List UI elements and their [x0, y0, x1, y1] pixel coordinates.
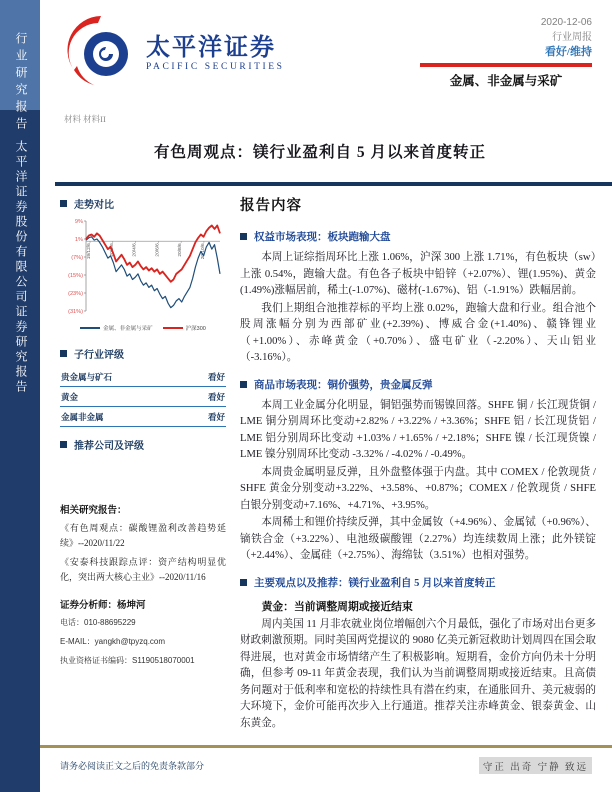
analyst-cert: 执业资格证书编码：S1190518070001 [60, 656, 195, 665]
svg-text:20/2/6: 20/2/6 [109, 243, 115, 257]
svg-text:(31%): (31%) [68, 309, 83, 315]
rating-row-name: 黄金 [60, 387, 182, 407]
related-reports-heading: 相关研究报告： [60, 506, 127, 516]
industry-name: 金属、非金属与采矿 [449, 73, 563, 88]
report-type: 行业周报 [552, 31, 592, 43]
rating-row-value: 看好 [182, 387, 226, 407]
list-item: 《有色周观点：碳酸锂盈利改善趋势延续》--2020/11/22 [60, 523, 226, 548]
section-heading-equity [240, 229, 596, 244]
recommend-empty-space [60, 458, 226, 492]
legend-label-sector: 金属、非金属与采矿 [103, 326, 153, 332]
gold-subheading: 黄金：当前调整周期或接近结束 [261, 600, 413, 613]
rating-row-name: 贵金属与矿石 [60, 367, 182, 387]
report-content-column [240, 194, 596, 733]
svg-text:20/10/6: 20/10/6 [200, 243, 206, 260]
footer-motto: 守正 出奇 宁静 致远 [479, 757, 592, 774]
red-line-icon [163, 327, 183, 329]
chart-legend [60, 324, 226, 332]
section-title: 商品市场表现：铜价强势，贵金属反弹 [254, 379, 433, 391]
footer [60, 757, 592, 774]
sidebar-label-industry-research: 行业研究报告 [14, 32, 28, 134]
svg-text:20/8/6: 20/8/6 [178, 243, 184, 257]
blue-line-icon [80, 327, 100, 329]
industry-rating: 看好/维持 [544, 46, 592, 58]
material-category: 材料 材料II [64, 114, 106, 124]
list-item: 《安泰科技跟踪点评：资产结构明显优化，突出两大核心主业》--2020/11/16 [60, 557, 226, 582]
pacific-logo-icon [64, 14, 138, 93]
rating-row-value: 看好 [182, 367, 226, 387]
title-divider [55, 182, 612, 186]
sub-rating-heading [60, 346, 226, 361]
section-title: 主要观点以及推荐：镁行业盈利自 5 月以来首度转正 [254, 577, 496, 589]
analyst-email: E-MAIL：yangkh@tpyzq.com [60, 637, 166, 646]
recommend-label: 推荐公司及评级 [74, 441, 144, 452]
legend-item-sector [80, 324, 153, 332]
paragraph: 本周上证综指周环比上涨 1.06%，沪深 300 上涨 1.71%，有色板块（sw）上涨 0.54%，跑输大盘。有色各子板块中铅锌（+2.07%）、锂(1.95%)、黄金(1.49%)涨幅居前，稀土(-1.07%)、磁材(-1.67%)、铝（-1.91%）跌幅居前。 [240, 252, 596, 296]
brand-name-en: PACIFIC SECURITIES [146, 61, 285, 72]
legend-item-index [163, 324, 206, 332]
svg-text:19/12/6: 19/12/6 [87, 243, 93, 260]
report-meta-block [392, 16, 592, 89]
page-title: 有色周观点：镁行业盈利自 5 月以来首度转正 [153, 144, 486, 161]
square-bullet-icon [240, 381, 247, 388]
svg-text:(15%): (15%) [68, 273, 83, 279]
square-bullet-icon [240, 579, 247, 586]
paragraph: 我们上期组合池推荐标的平均上涨 0.02%，跑输大盘和行业。组合池个股周涨幅分别为西部矿业(+2.39%)、博威合金(+1.40%)、赣锋锂业（+1.00%）、赤峰黄金（+0.70%）、盛屯矿业（-2.20%）、天山铝业（-3.16%）。 [240, 302, 596, 363]
analyst-name: 证券分析师：杨坤河 [60, 601, 146, 611]
svg-text:20/6/6: 20/6/6 [155, 243, 161, 257]
sidebar-label-company: 太平洋证券股份有限公司证券研究报告 [14, 140, 28, 395]
legend-label-index: 沪深300 [185, 326, 206, 332]
table-row [60, 407, 226, 427]
svg-text:1%: 1% [74, 237, 83, 243]
table-row [60, 387, 226, 407]
footer-divider [40, 745, 612, 748]
square-bullet-icon [240, 233, 247, 240]
section-heading-commodity [240, 377, 596, 392]
square-bullet-icon [60, 441, 67, 448]
trend-compare-heading [60, 196, 226, 211]
footer-disclaimer: 请务必阅读正文之后的免责条款部分 [60, 761, 205, 771]
trend-compare-label: 走势对比 [74, 200, 114, 211]
svg-text:9%: 9% [74, 219, 83, 225]
paragraph: 本周贵金属明显反弹，且外盘整体强于内盘。其中 COMEX / 伦敦现货 / SHFE 黄金分别变动+3.22%、+3.58%、+0.87%；COMEX / 伦敦现货 / SHFE 白银分别变动+7.16%、+4.71%、+3.95%。 [240, 466, 596, 511]
left-column [60, 194, 226, 674]
sub-industry-rating-table [60, 367, 226, 427]
red-divider [420, 63, 592, 67]
svg-text:(23%): (23%) [68, 291, 83, 297]
brand-logo [64, 14, 285, 93]
recommend-heading [60, 437, 226, 452]
sub-rating-label: 子行业评级 [74, 350, 124, 361]
report-date: 2020-12-06 [540, 17, 592, 28]
rating-row-name: 金属非金属 [60, 407, 182, 427]
section-title: 权益市场表现：板块跑输大盘 [254, 232, 391, 243]
square-bullet-icon [60, 200, 67, 207]
trend-chart-canvas [60, 217, 226, 317]
paragraph: 周内美国 11 月非农就业岗位增幅创六个月最低，强化了市场对出台更多财政刺激预期。同时美国两党提议的 9080 亿美元新冠救助计划周四在国会取得进展，也对黄金市场情绪产生了积极影响。短期看，金价方向仍未十分明确，但参考 09-11 年黄金表现，我们认为当前调整周期或接近结束。且高债务问题对于低利率和宽松的持续性具有潜在约束，在通胀回升、美元疲弱的大环境下，金价可能再次步入上行通道。推荐关注赤峰黄金、银泰黄金、山东黄金。 [240, 618, 596, 729]
paragraph: 本周稀土和锂价持续反弹，其中金属钕（+4.96%）、金属铽（+0.96%）、镝铁合金（+3.22%）、电池级碳酸锂（2.27%）均连续数周上涨；此外镁锭（+2.44%）、金属硅（+2.75%）、海绵钛（3.51%）也相对强势。 [240, 517, 596, 561]
svg-text:(7%): (7%) [71, 255, 83, 261]
trend-chart [60, 217, 226, 332]
paragraph: 本周工业金属分化明显，铜铝强势而锡镍回落。SHFE 铜 / 长江现货铜 / LME 铜分别周环比变动+2.82% / +3.22% / +3.36%；SHFE 铝 / 长江现货铝 / LME 铝分别周环比变动 +1.03% / +1.65% / +2.18%；SHFE 镍 / 长江现货镍 / LME 镍分别周环比变动 -3.32% / -4.02% / -0.49%。 [240, 399, 596, 460]
svg-text:20/4/6: 20/4/6 [132, 243, 138, 257]
brand-name-cn: 太平洋证券 [146, 34, 276, 61]
analyst-phone: 电话：010-88695229 [60, 618, 136, 627]
content-heading: 报告内容 [240, 198, 302, 214]
table-row [60, 367, 226, 387]
rating-row-value: 看好 [182, 407, 226, 427]
square-bullet-icon [60, 350, 67, 357]
section-heading-views [240, 575, 596, 590]
